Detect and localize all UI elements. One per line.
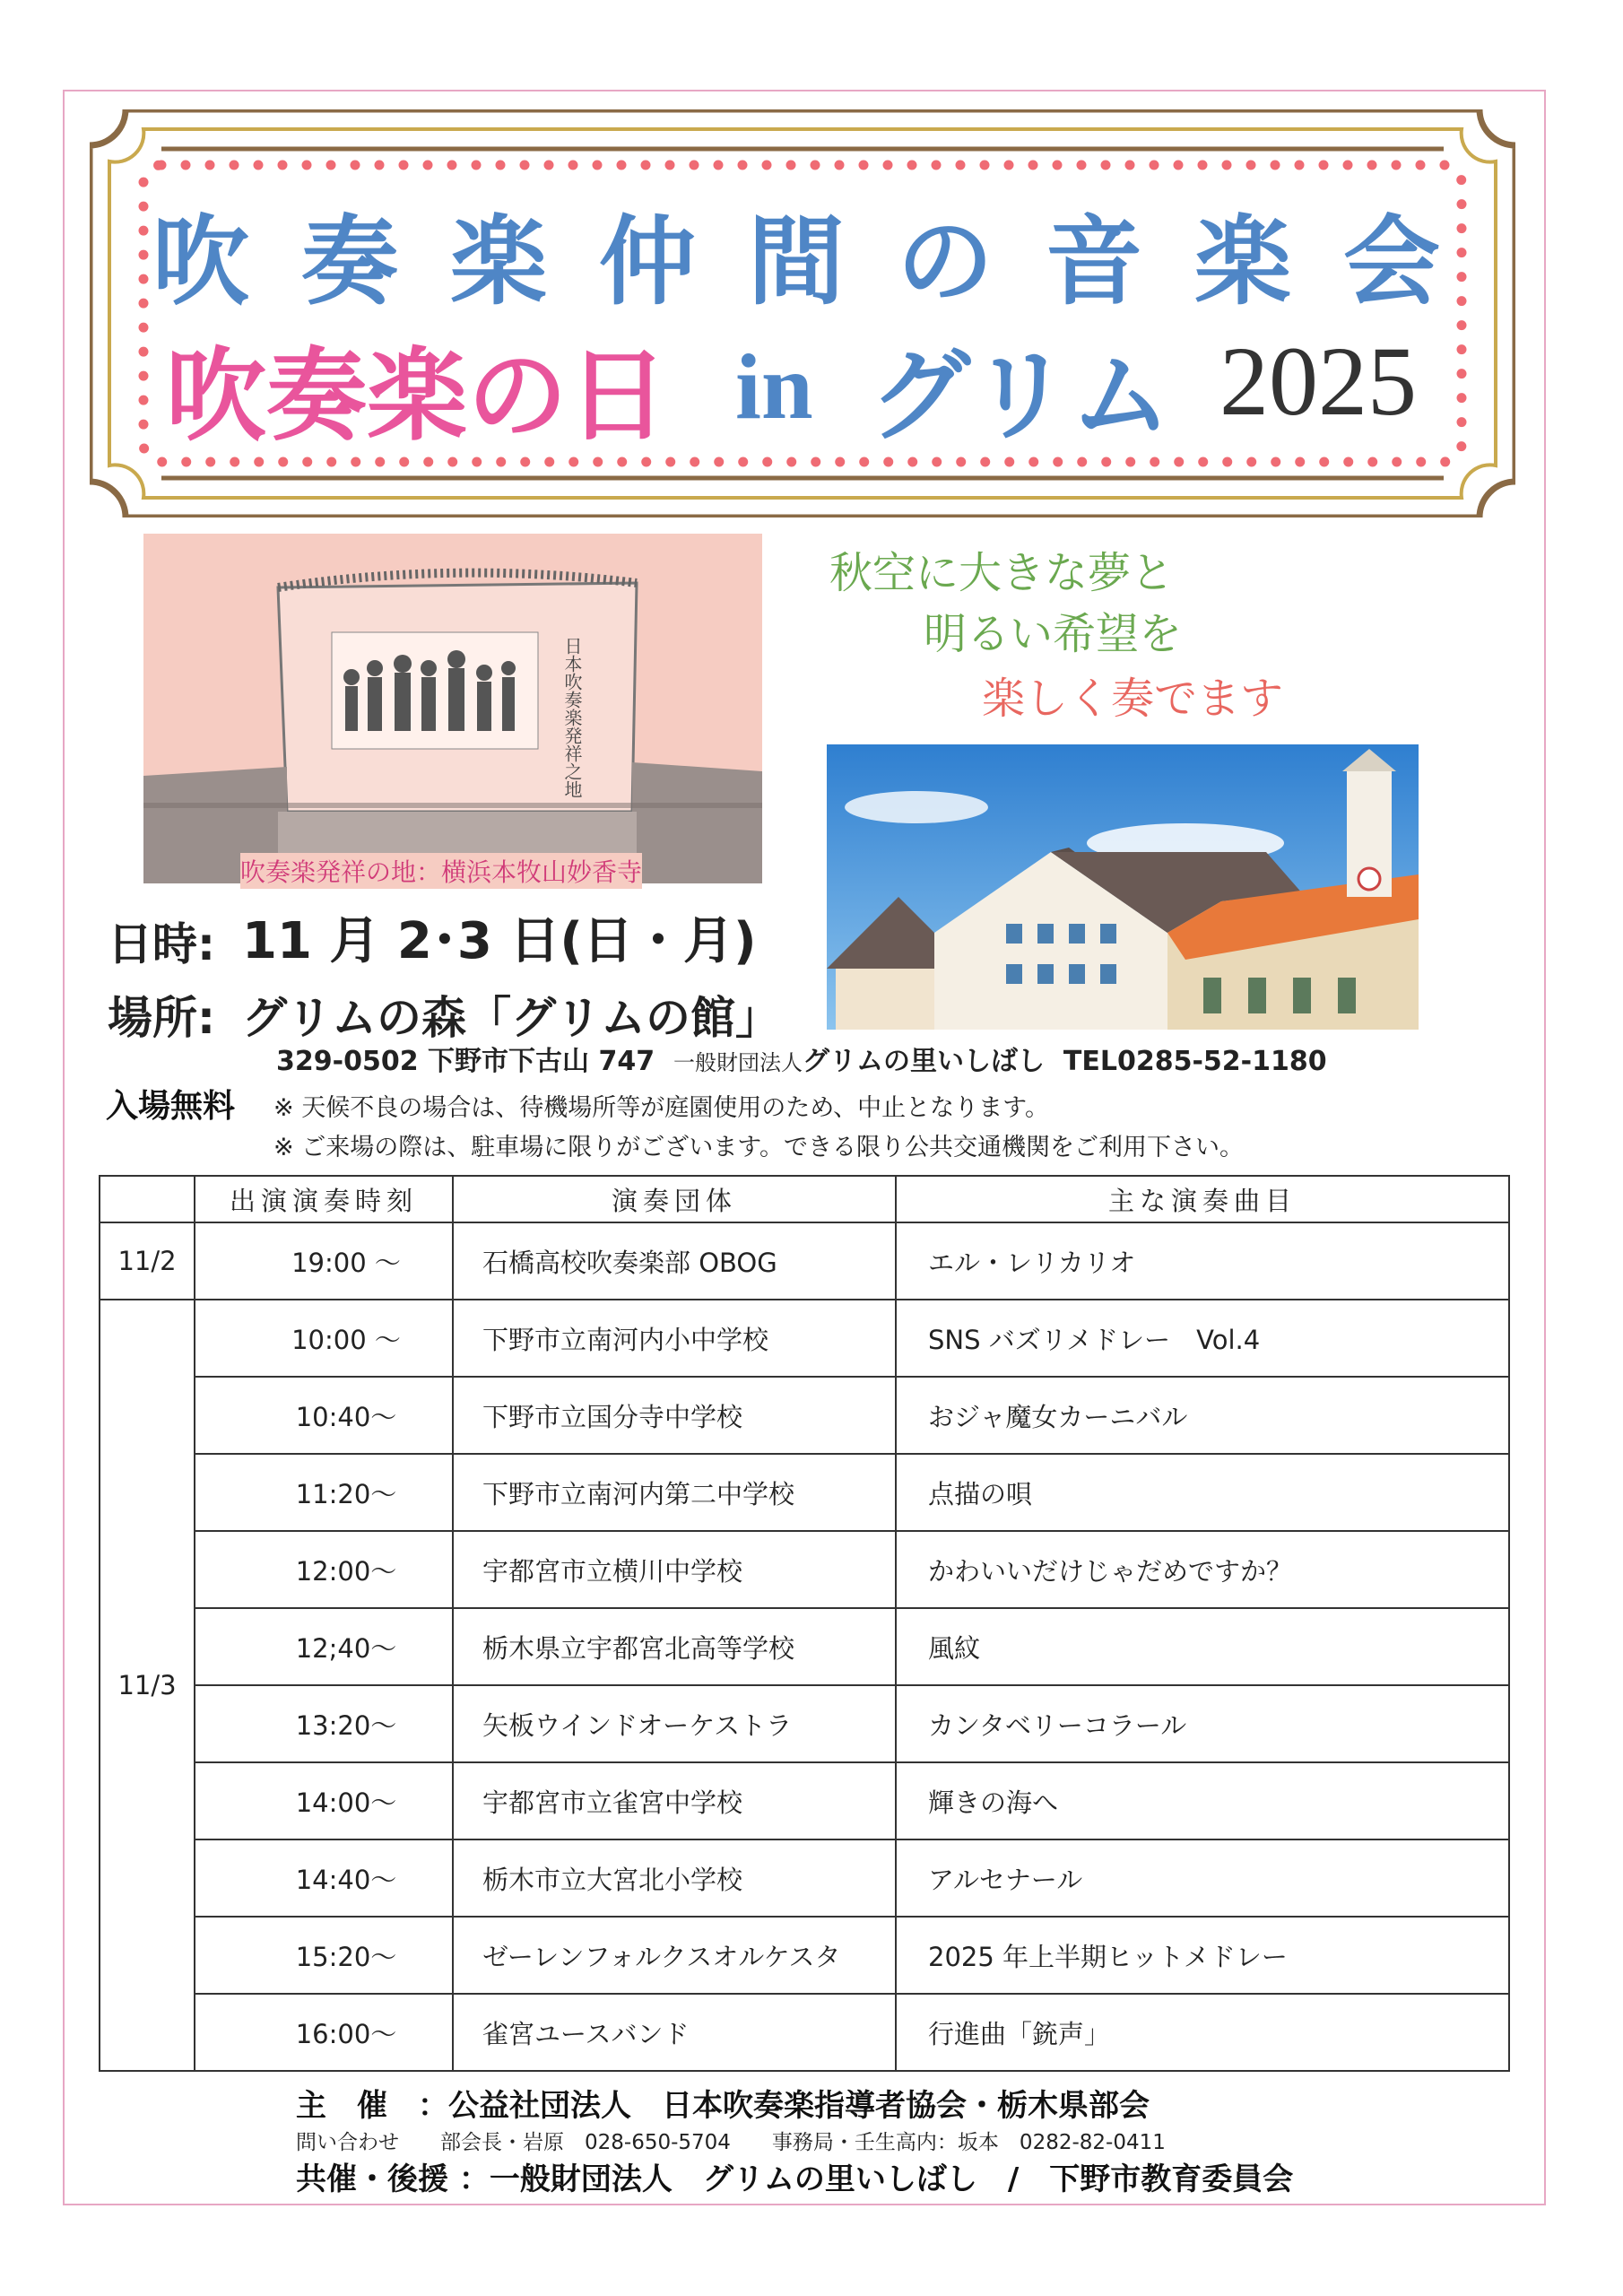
group-cell: ゼーレンフォルクスオルケスタ [453,1917,896,1994]
group-cell: 栃木市立大宮北小学校 [453,1839,896,1917]
footer-contact: 問い合わせ 部会長・岩原 028-650-5704 事務局・壬生高内：坂本 0282-82-0411 [296,2131,1166,2154]
venue-tel: TEL0285-52-1180 [1063,1046,1327,1077]
header-day [100,1176,195,1222]
time-cell: 19:00 ～ [195,1222,453,1300]
venue-label: 場所: [108,992,215,1044]
time-cell: 13:20～ [195,1685,453,1762]
grimm-house-photo [827,744,1419,1030]
piece-cell: アルセナール [896,1839,1509,1917]
piece-cell: 2025 年上半期ヒットメドレー [896,1917,1509,1994]
table-row [100,1454,1509,1531]
header-group: 演奏団体 [453,1176,896,1222]
piece-cell: 風紋 [896,1608,1509,1685]
piece-cell: 輝きの海へ [896,1762,1509,1839]
table-row [100,1839,1509,1917]
footer-cohost: 共催・後援 ：一般財団法人 グリムの里いしばし / 下野市教育委員会 [296,2161,1294,2197]
title-line1: 吹奏楽仲間の音楽会 [152,206,1493,318]
table-row [100,1377,1509,1454]
table-row [100,1917,1509,1994]
title-year: 2025 [1219,326,1417,436]
title-line2-b: グリム [870,338,1171,455]
table-row [100,1762,1509,1839]
header-piece: 主な演奏曲目 [896,1176,1509,1222]
org-prefix: 一般財団法人 [673,1050,803,1075]
table-row [100,1685,1509,1762]
piece-cell: 行進曲「銃声」 [896,1994,1509,2071]
group-cell: 雀宮ユースバンド [453,1994,896,2071]
time-cell: 12;40～ [195,1608,453,1685]
slogan-line2: 明るい希望を [924,609,1183,659]
day-cell: 11/2 [100,1222,195,1300]
address-text: 329-0502 下野市下古山 747 [276,1046,655,1077]
group-cell: 下野市立南河内小中学校 [453,1300,896,1377]
title-line2-a: 吹奏楽の日 [166,338,668,455]
time-cell: 12:00～ [195,1531,453,1608]
time-cell: 10:40～ [195,1377,453,1454]
group-cell: 栃木県立宇都宮北高等学校 [453,1608,896,1685]
slogan-line3: 楽しく奏でます [982,674,1284,724]
group-cell: 石橋高校吹奏楽部 OBOG [453,1222,896,1300]
slogan-line1: 秋空に大きな夢と [829,548,1175,598]
group-cell: 宇都宮市立横川中学校 [453,1531,896,1608]
group-cell: 下野市立国分寺中学校 [453,1377,896,1454]
table-row [100,1300,1509,1377]
time-cell: 14:40～ [195,1839,453,1917]
piece-cell: SNS バズリメドレー Vol.4 [896,1300,1509,1377]
group-cell: 矢板ウインドオーケストラ [453,1685,896,1762]
piece-cell: カンタベリーコラール [896,1685,1509,1762]
date-label: 日時: [108,918,215,970]
monument-caption: 吹奏楽発祥の地：横浜本牧山妙香寺 [240,853,642,889]
admission-free: 入場無料 [106,1088,236,1125]
org-name: グリムの里いしばし [802,1046,1045,1077]
group-cell: 宇都宮市立雀宮中学校 [453,1762,896,1839]
group-cell: 下野市立南河内第二中学校 [453,1454,896,1531]
table-row [100,1531,1509,1608]
note-weather: ※ 天候不良の場合は、待機場所等が庭園使用のため、中止となります。 [273,1094,1049,1122]
day-cell: 11/3 [100,1300,195,2071]
date-value: 11 月 2･3 日(日・月) [242,912,757,970]
venue-address [276,1039,1327,1078]
monument-inscription: 日本吹奏楽発祥之地 [561,637,583,798]
piece-cell: 点描の唄 [896,1454,1509,1531]
monument-image [143,534,762,883]
piece-cell: おジャ魔女カーニバル [896,1377,1509,1454]
footer-host: 主 催 ：公益社団法人 日本吹奏楽指導者協会・栃木県部会 [296,2088,1150,2124]
piece-cell: かわいいだけじゃだめですか？ [896,1531,1509,1608]
table-row [100,1994,1509,2071]
time-cell: 16:00～ [195,1994,453,2071]
schedule-table [99,1175,1510,2072]
header-time: 出演演奏時刻 [195,1176,453,1222]
title-line2-in: in [735,335,813,439]
table-header-row [100,1176,1509,1222]
time-cell: 15:20～ [195,1917,453,1994]
time-cell: 14:00～ [195,1762,453,1839]
note-parking: ※ ご来場の際は、駐車場に限りがございます。できる限り公共交通機関をご利用下さい。 [273,1134,1245,1161]
venue-value: グリムの森「グリムの館」 [242,992,780,1044]
table-row [100,1222,1509,1300]
time-cell: 10:00 ～ [195,1300,453,1377]
time-cell: 11:20～ [195,1454,453,1531]
table-row [100,1608,1509,1685]
piece-cell: エル・レリカリオ [896,1222,1509,1300]
